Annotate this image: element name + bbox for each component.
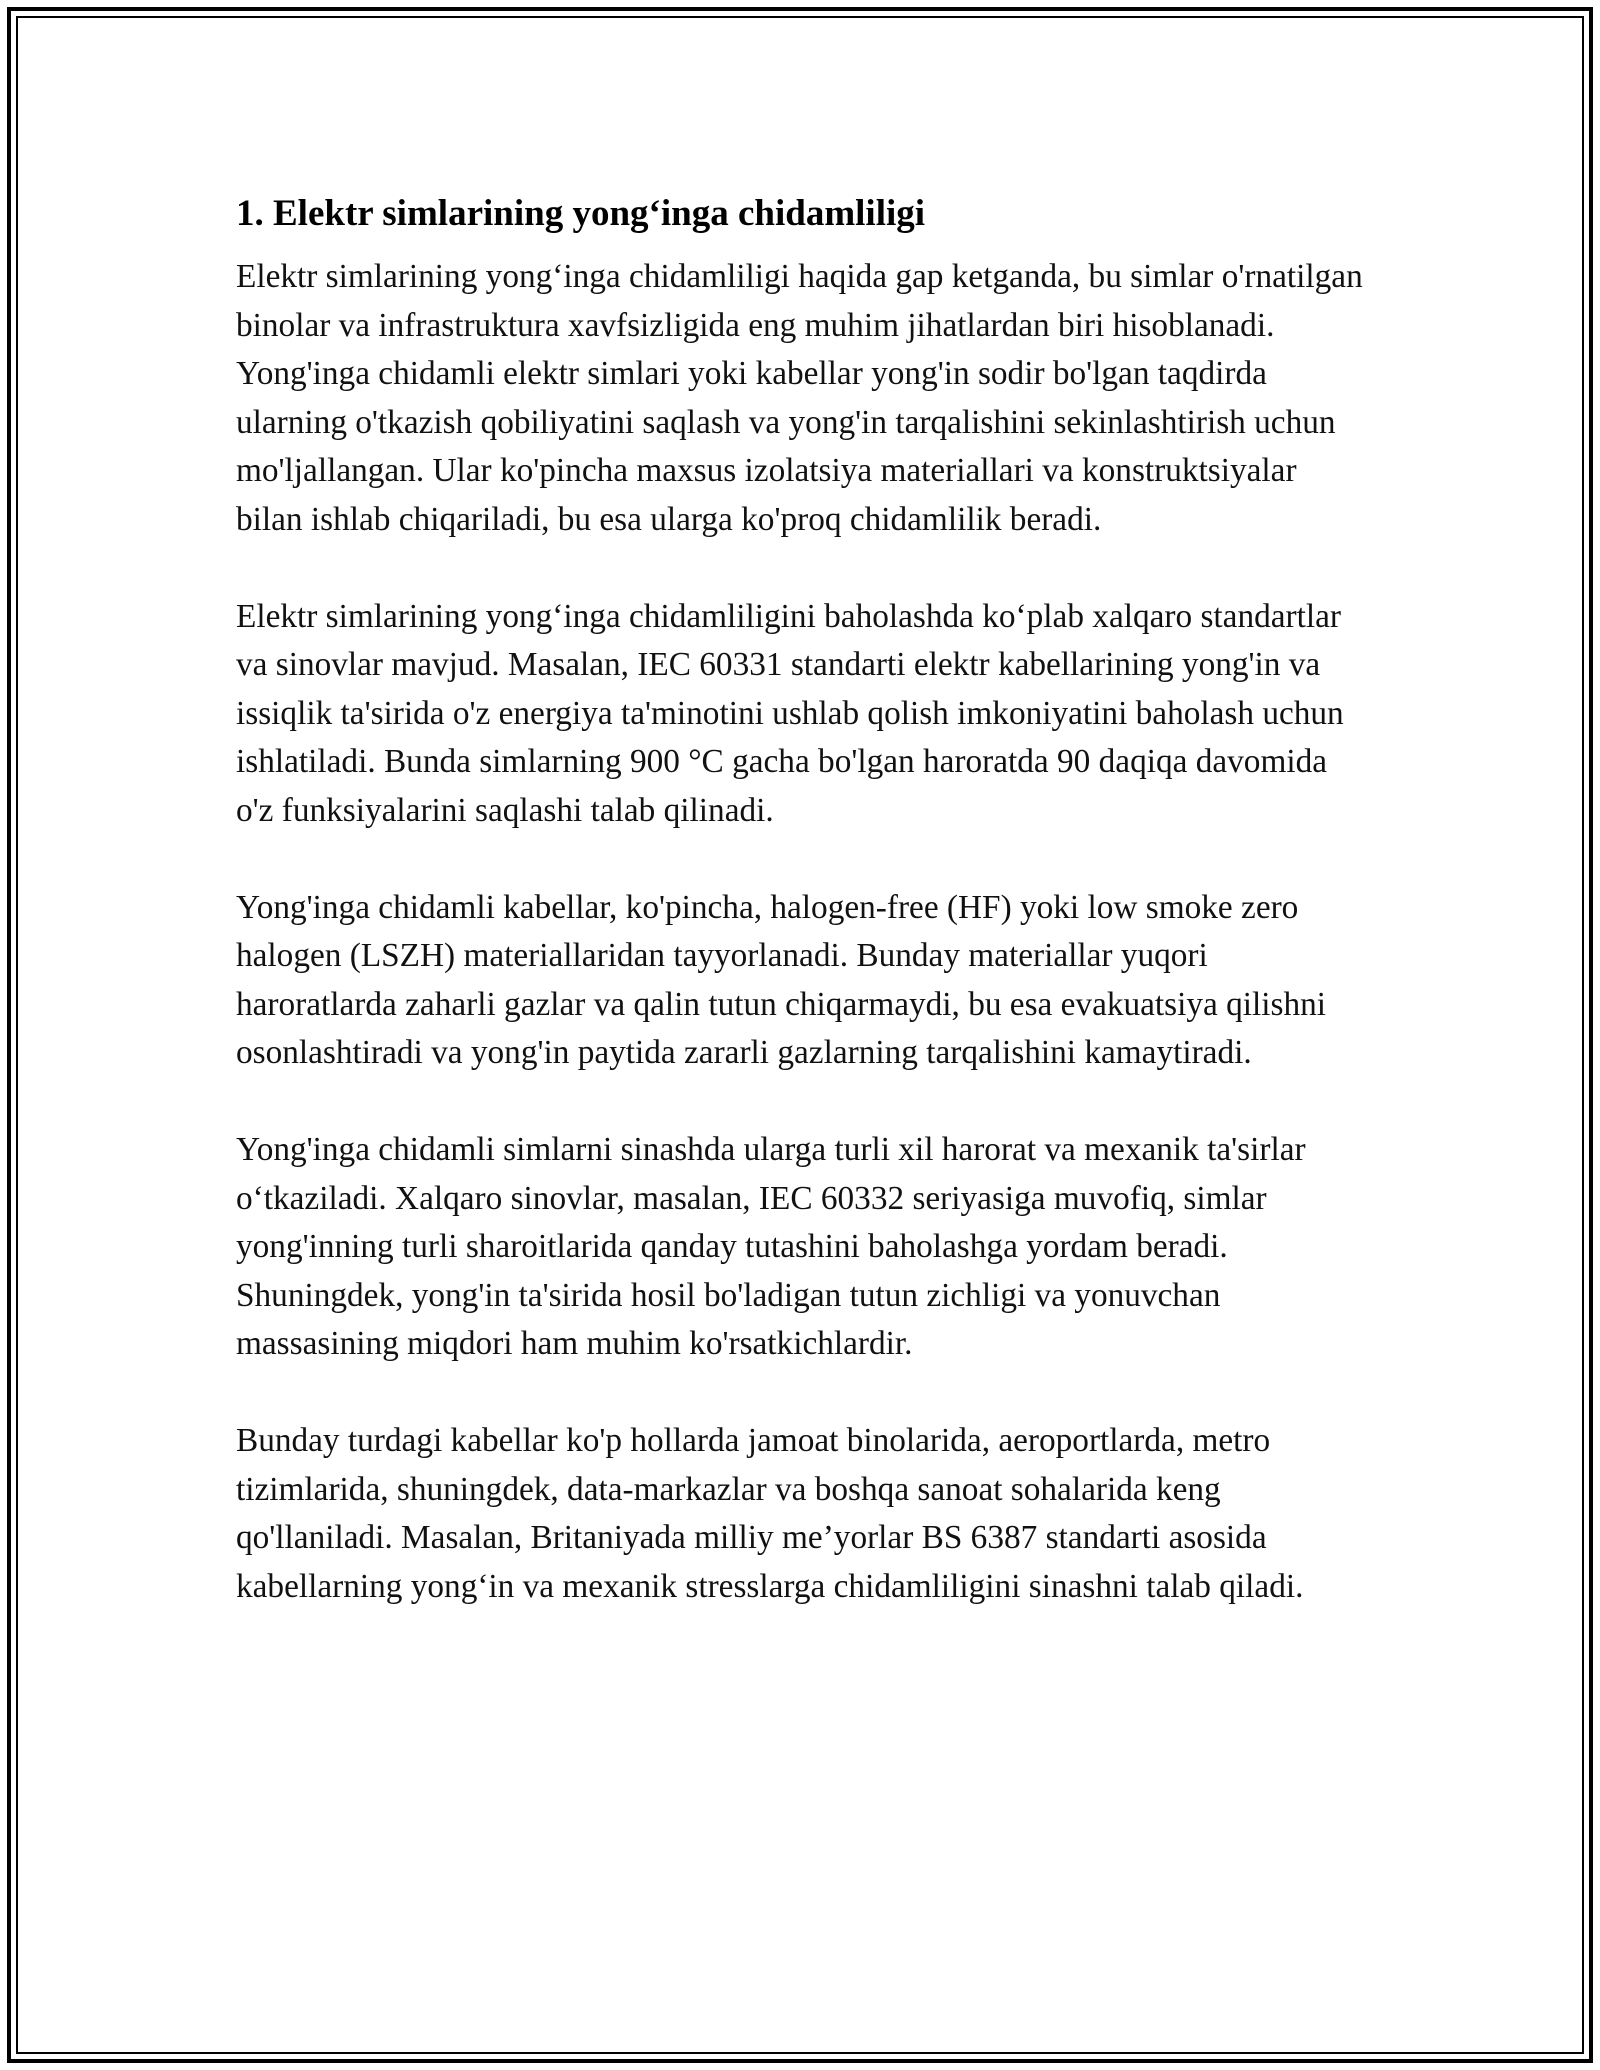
paragraph-5: Bunday turdagi kabellar ko'p hollarda jamoat binolarida, aeroportlarda, metro tizimlarida, shuningdek, data-markazlar va boshqa sanoat sohalarida keng qo'llaniladi. Masalan, Britaniyada milliy me’yorlar BS 6387 standarti asosida kabellarning yong‘in va mexanik stresslarga chidamliligini sinashni talab qiladi. [236,1422,1304,1605]
document-body [236,186,1366,1660]
paragraph-3: Yong'inga chidamli kabellar, ko'pincha, halogen-free (HF) yoki low smoke zero halogen (LSZH) materiallaridan tayyorlanadi. Bunday materiallar yuqori haroratlarda zaharli gazlar va qalin tutun chiqarmaydi, bu esa evakuatsiya qilishni osonlashtiradi va yong'in paytida zararli gazlarning tarqalishini kamaytiradi. [236,888,1327,1071]
paragraph-2: Elektr simlarining yong‘inga chidamliligini baholashda ko‘plab xalqaro standartlar va sinovlar mavjud. Masalan, IEC 60331 standarti elektr kabellarining yong'in va issiqlik ta'sirida o'z energiya ta'minotini ushlab qolish imkoniyatini baholash uchun ishlatiladi. Bunda simlarning 900 °C gacha bo'lgan haroratda 90 daqiqa davomida o'z funksiyalarini saqlashi talab qilinadi. [236,597,1344,829]
paragraph-1: Elektr simlarining yong‘inga chidamliligi haqida gap ketganda, bu simlar o'rnatilgan binolar va infrastruktura xavfsizligida eng muhim jihatlardan biri hisoblanadi. Yong'inga chidamli elektr simlari yoki kabellar yong'in sodir bo'lgan taqdirda ularning o'tkazish qobiliyatini saqlash va yong'in tarqalishini sekinlashtirish uchun mo'ljallangan. Ular ko'pincha maxsus izolatsiya materiallari va konstruktsiyalar bilan ishlab chiqariladi, bu esa ularga ko'proq chidamlilik beradi. [236,258,1363,538]
paragraph-4: Yong'inga chidamli simlarni sinashda ularga turli xil harorat va mexanik ta'sirlar o‘tkaziladi. Xalqaro sinovlar, masalan, IEC 60332 seriyasiga muvofiq, simlar yong'inning turli sharoitlarida qanday tutashini baholashga yordam beradi. Shuningdek, yong'in ta'sirida hosil bo'ladigan tutun zichligi va yonuvchan massasining miqdori ham muhim ko'rsatkichlardir. [236,1131,1306,1362]
section-heading: 1. Elektr simlarining yong‘inga chidamliligi [236,193,926,234]
